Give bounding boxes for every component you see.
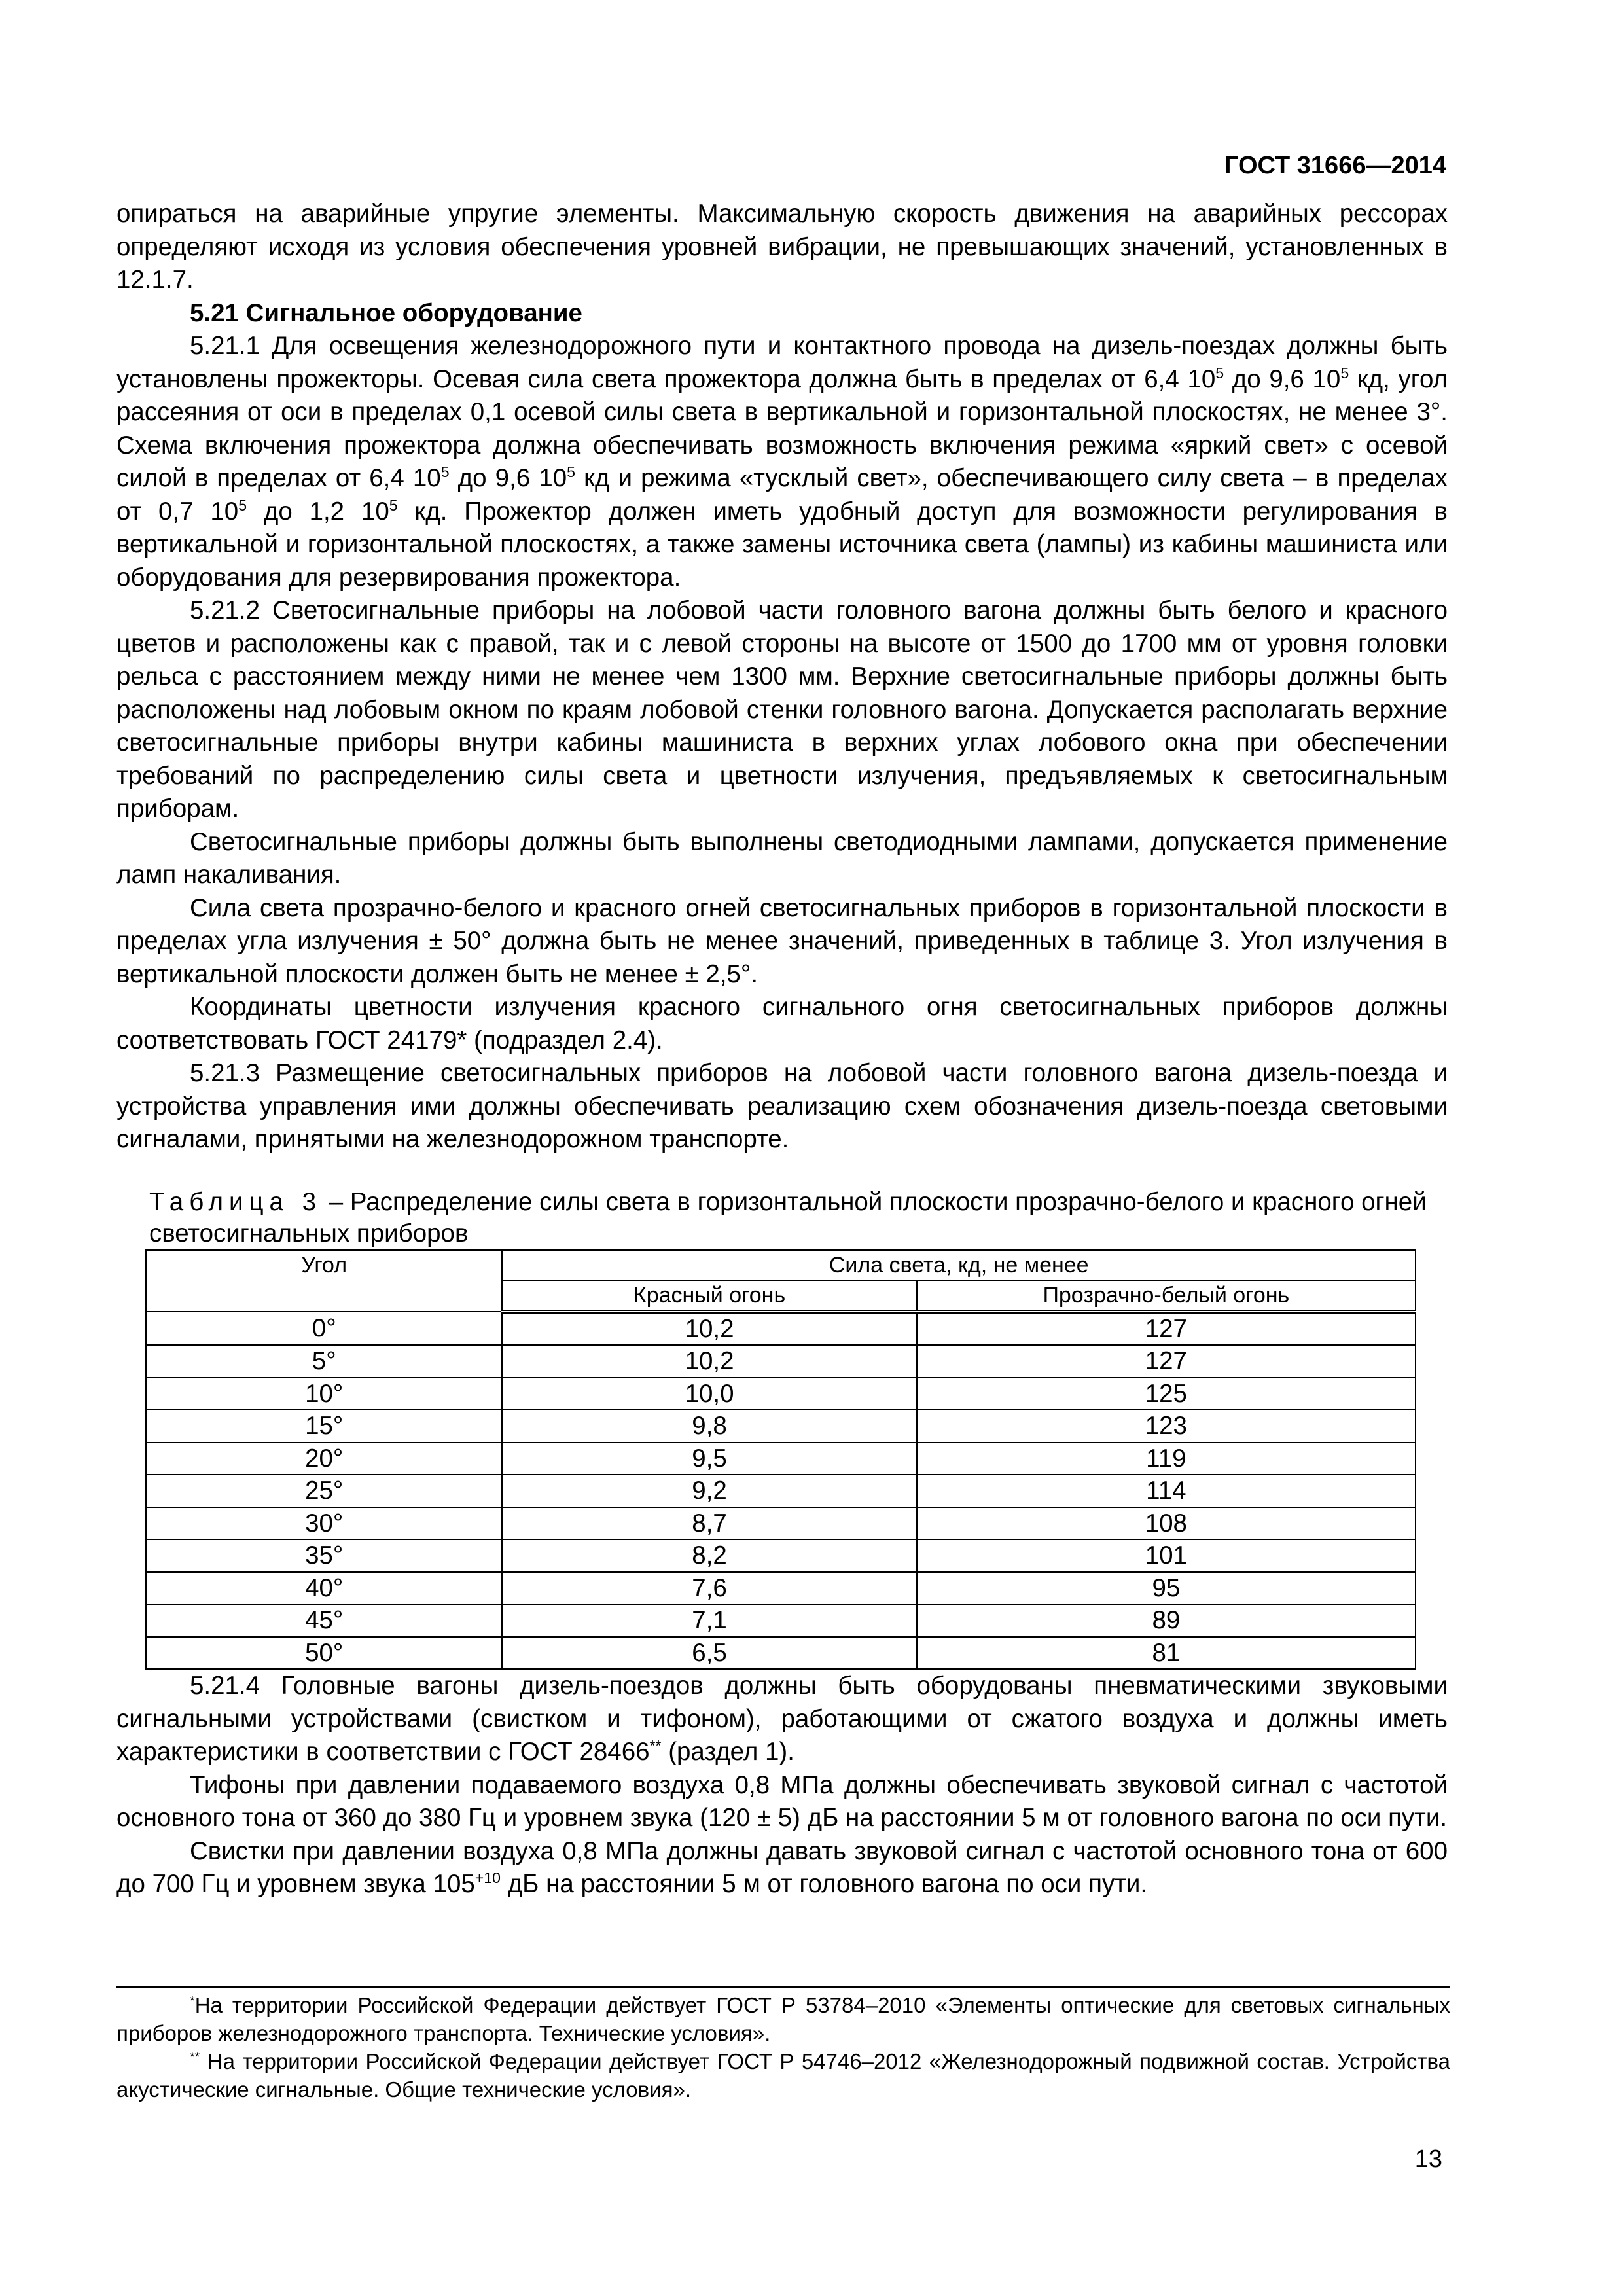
table-row xyxy=(146,1507,1416,1540)
cell-white: 101 xyxy=(917,1539,1416,1572)
cell-angle: 35° xyxy=(146,1539,502,1572)
cell-red: 10,2 xyxy=(502,1345,916,1378)
cell-red: 8,2 xyxy=(502,1539,916,1572)
table-row xyxy=(146,1345,1416,1378)
footnotes xyxy=(116,1991,1450,2104)
footnote-1: *На территории Российской Федерации действует ГОСТ Р 53784–2010 «Элементы оптические для световых сигнальных приборов железнодорожного транспорта. Технические условия». xyxy=(116,1993,1450,2045)
paragraph-5-21-3: 5.21.3 Размещение светосигнальных приборов на лобовой части головного вагона дизель-поезда и устройства управления ими должны обеспечивать реализацию схем обозначения дизель-поезда световыми сигналами, принятыми на железнодорожном транспорте. xyxy=(116,1059,1448,1153)
light-intensity-table xyxy=(145,1249,1416,1670)
cell-white: 119 xyxy=(917,1443,1416,1475)
header-white: Прозрачно-белый огонь xyxy=(917,1280,1416,1312)
cell-white: 95 xyxy=(917,1572,1416,1605)
table-caption-text: – Распределение силы света в горизонтальной плоскости прозрачно-белого и красного огней светосигнальных приборов xyxy=(149,1187,1427,1247)
paragraph-typhon: Тифоны при давлении подаваемого воздуха 0,8 МПа должны обеспечивать звуковой сигнал с частотой основного тона от 360 до 380 Гц и уровнем звука (120 ± 5) дБ на расстоянии 5 м от головного вагона по оси пути. xyxy=(116,1770,1448,1832)
cell-angle: 25° xyxy=(146,1475,502,1507)
table-row xyxy=(146,1539,1416,1572)
cell-red: 7,6 xyxy=(502,1572,916,1605)
cell-red: 10,0 xyxy=(502,1378,916,1410)
table-row xyxy=(146,1572,1416,1605)
cell-white: 114 xyxy=(917,1475,1416,1507)
footnote-2: ** На территории Российской Федерации действует ГОСТ Р 54746–2012 «Железнодорожный подвижной состав. Устройства акустические сигнальные. Общие технические условия». xyxy=(116,2049,1450,2102)
cell-white: 108 xyxy=(917,1507,1416,1540)
cell-angle: 20° xyxy=(146,1443,502,1475)
cell-angle: 5° xyxy=(146,1345,502,1378)
cell-red: 8,7 xyxy=(502,1507,916,1540)
page-header: ГОСТ 31666—2014 xyxy=(1224,152,1446,179)
cell-white: 127 xyxy=(917,1312,1416,1346)
paragraph-5-21-1: 5.21.1 Для освещения железнодорожного пути и контактного провода на дизель-поездах должны быть установлены прожекторы. Осевая сила света прожектора должна быть в пределах от 6,4 $10^5$ до 9,6 $10^5$ кд, угол рассеяния от оси в пределах 0,1 осевой силы света в вертикальной и горизонтальной плоскостях, не менее 3°. Схема включения прожектора должна обеспечивать возможность включения режима «яркий свет» с осевой силой в пределах от 6,4 $10^5$ до 9,6 $10^5$ кд и режима «тусклый свет», обеспечивающего силу света – в пределах от 0,7 $10^5$ до 1,2 $10^5$ кд. Прожектор должен иметь удобный доступ для возможности регулирования в вертикальной и горизонтальной плоскостях, а также замены источника света (лампы) из кабины машиниста или оборудования для резервирования прожектора. xyxy=(116,332,1448,592)
footnote-divider xyxy=(116,1986,1450,1988)
cell-angle: 45° xyxy=(146,1604,502,1637)
paragraph-5-21-2: 5.21.2 Светосигнальные приборы на лобовой части головного вагона должны быть белого и красного цветов и расположены как с правой, так и с левой стороны на высоте от 1500 до 1700 мм от уровня головки рельса с расстоянием между ними не менее чем 1300 мм. Верхние светосигнальные приборы должны быть расположены над лобовым окном по краям лобовой стенки головного вагона. Допускается располагать верхние светосигнальные приборы внутри кабины машиниста в верхних углах лобового окна при обеспечении требований по распределению силы света и цветности излучения, предъявляемых к светосигнальным приборам. xyxy=(116,596,1448,823)
table-row xyxy=(146,1604,1416,1637)
table-row xyxy=(146,1378,1416,1410)
table-caption xyxy=(149,1187,1448,1249)
paragraph-led: Светосигнальные приборы должны быть выполнены светодиодными лампами, допускается применение ламп накаливания. xyxy=(116,827,1448,889)
cell-white: 127 xyxy=(917,1345,1416,1378)
paragraph-whistle: Свистки при давлении воздуха 0,8 МПа должны давать звуковой сигнал с частотой основного тона от 600 до 700 Гц и уровнем звука $105^{+10}$ дБ на расстоянии 5 м от головного вагона по оси пути. xyxy=(116,1837,1448,1898)
table-row xyxy=(146,1410,1416,1443)
table-row xyxy=(146,1637,1416,1670)
paragraph-intensity: Сила света прозрачно-белого и красного огней светосигнальных приборов в горизонтальной плоскости в пределах угла излучения ± 50° должна быть не менее значений, приведенных в таблице 3. Угол излучения в вертикальной плоскости должен быть не менее ± 2,5°. xyxy=(116,893,1448,988)
table-row xyxy=(146,1443,1416,1475)
table-row xyxy=(146,1312,1416,1346)
header-angle: Угол xyxy=(146,1250,502,1312)
table-caption-label: Таблица 3 xyxy=(149,1187,323,1216)
cell-angle: 40° xyxy=(146,1572,502,1605)
header-red: Красный огонь xyxy=(502,1280,916,1312)
paragraph-intro: опираться на аварийные упругие элементы. Максимальную скорость движения на аварийных рессорах определяют исходя из условия обеспечения уровней вибрации, не превышающих значений, установленных в 12.1.7. xyxy=(116,200,1448,294)
cell-angle: 15° xyxy=(146,1410,502,1443)
paragraph-coordinates: Координаты цветности излучения красного сигнального огня светосигнальных приборов должны соответствовать ГОСТ 24179* (подраздел 2.4). xyxy=(116,993,1448,1054)
document-body xyxy=(116,198,1448,1901)
cell-white: 125 xyxy=(917,1378,1416,1410)
cell-red: 6,5 xyxy=(502,1637,916,1670)
cell-red: 7,1 xyxy=(502,1604,916,1637)
cell-angle: 30° xyxy=(146,1507,502,1540)
cell-red: 9,8 xyxy=(502,1410,916,1443)
cell-angle: 10° xyxy=(146,1378,502,1410)
cell-red: 9,2 xyxy=(502,1475,916,1507)
cell-white: 123 xyxy=(917,1410,1416,1443)
table-row xyxy=(146,1475,1416,1507)
cell-white: 89 xyxy=(917,1604,1416,1637)
page-number: 13 xyxy=(1414,2145,1442,2173)
cell-angle: 0° xyxy=(146,1312,502,1346)
header-intensity: Сила света, кд, не менее xyxy=(502,1250,1416,1280)
cell-red: 9,5 xyxy=(502,1443,916,1475)
section-title: 5.21 Сигнальное оборудование xyxy=(190,298,582,327)
cell-angle: 50° xyxy=(146,1637,502,1670)
paragraph-5-21-4: 5.21.4 Головные вагоны дизель-поездов должны быть оборудованы пневматическими звуковыми сигнальными устройствами (свистком и тифоном), работающими от сжатого воздуха и должны иметь характеристики в соответствии с ГОСТ 28466** (раздел 1). xyxy=(116,1672,1448,1766)
cell-white: 81 xyxy=(917,1637,1416,1670)
table-body xyxy=(146,1312,1416,1670)
cell-red: 10,2 xyxy=(502,1312,916,1346)
